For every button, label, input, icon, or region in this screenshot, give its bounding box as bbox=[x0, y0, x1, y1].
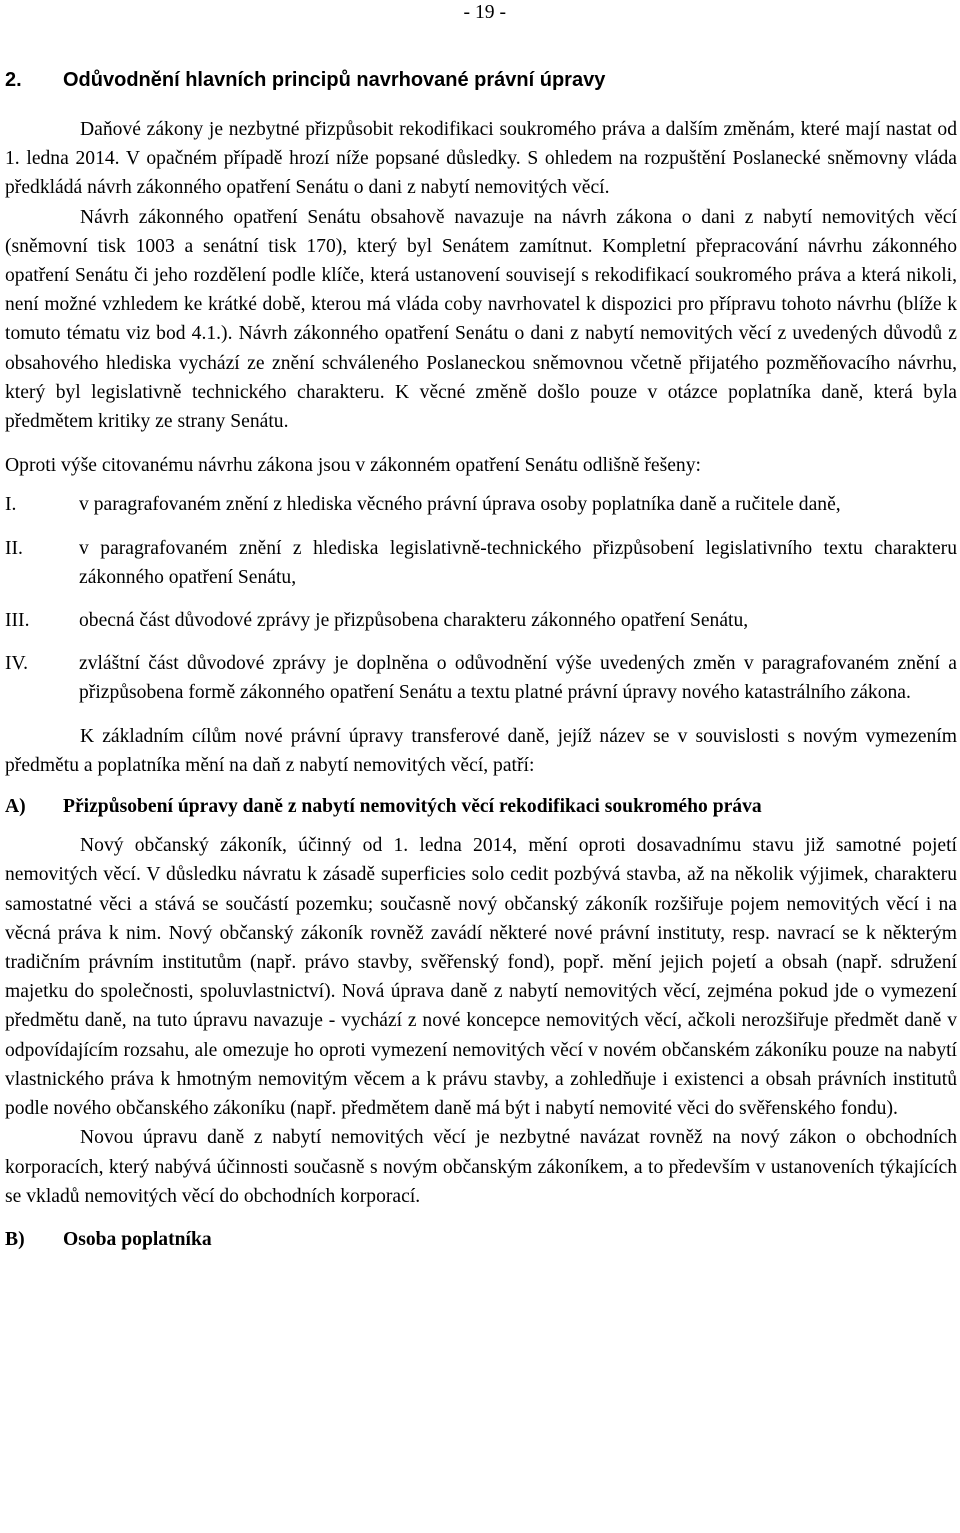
list-item-text: obecná část důvodové zprávy je přizpůsobena charakteru zákonného opatření Senátu, bbox=[79, 610, 749, 632]
list-item-text: v paragrafovaném znění z hlediska legislativně-technického přizpůsobení legislativního textu charakteru zákonného opatření Senátu, bbox=[79, 537, 957, 588]
list-item-numeral: I. bbox=[5, 494, 17, 516]
subsection-title: Osoba poplatníka bbox=[63, 1228, 212, 1250]
list-item bbox=[5, 534, 957, 592]
section-heading bbox=[5, 68, 957, 92]
subsection-letter: B) bbox=[5, 1228, 25, 1250]
subsection-heading-a bbox=[5, 792, 957, 821]
list-item bbox=[5, 490, 957, 519]
paragraph-corporations: Novou úpravu daně z nabytí nemovitých věcí je nezbytné navázat rovněž na nový zákon o obchodních korporacích, který nabývá účinnosti současně s novým občanským zákoníkem, a to především v ustanoveních týkajících se vkladů nemovitých věcí do obchodních korporací. bbox=[5, 1127, 957, 1207]
list-item-text: zvláštní část důvodové zprávy je doplněna o odůvodnění výše uvedených změn v paragrafovaném znění a přizpůsobena formě zákonného opatření Senátu a textu platné právní úpravy nového katastrálního zákona. bbox=[79, 653, 957, 704]
subsection-heading-b bbox=[5, 1225, 957, 1254]
paragraph-proposal: Návrh zákonného opatření Senátu obsahově navazuje na návrh zákona o dani z nabytí nemovitých věcí (sněmovní tisk 1003 a senátní tisk 170), který byl Senátem zamítnut. Kompletní přepracování návrhu zákonného opatření Senátu či jeho rozdělení podle klíče, která ustanovení souvisejí s rekodifikací soukromého práva a která nikoli, není možné vzhledem ke krátké době, kterou má vláda coby navrhovatel k dispozici pro přípravu tohoto návrhu (blíže k tomuto tématu viz bod 4.1.). Návrh zákonného opatření Senátu o dani z nabytí nemovitých věcí z uvedených důvodů z obsahového hlediska vychází ze znění schváleného Poslaneckou sněmovnou včetně přijatého pozměňovacího návrhu, který byl legislativně technického charakteru. K věcné změně došlo pouze v otázce poplatníka daně, která byla předmětem kritiky ze strany Senátu. bbox=[5, 206, 957, 433]
list-item bbox=[5, 649, 957, 707]
section-number: 2. bbox=[5, 69, 22, 91]
paragraph-goals: K základním cílům nové právní úpravy transferové daně, jejíž název se v souvislosti s novým vymezením předmětu a poplatníka mění na daň z nabytí nemovitých věcí, patří: bbox=[5, 725, 957, 776]
subsection-letter: A) bbox=[5, 796, 26, 818]
paragraph-civil-code: Nový občanský zákoník, účinný od 1. ledna 2014, mění oproti dosavadnímu stavu již samotné pojetí nemovitých věcí. V důsledku návratu k zásadě superficies solo cedit pozbývá stavba, až na několik výjimek, charakteru samostatné věci a stává se součástí pozemku; současně nový občanský zákoník rozšiřuje pojem nemovitých věcí i na věcná práva k nim. Nový občanský zákoník rovněž zavádí některé nové právní instituty, resp. navrací se k některým tradičním právním institutům (např. právo stavby, svěřenský fond), popř. mění jejich pojetí a obsah (např. sdružení majetku do společnosti, spoluvlastnictví). Nová úprava daně z nabytí nemovitých věcí, zejména pokud jde o vymezení předmětu daně, na tuto úpravu navazuje - vychází z nové koncepce nemovitých věcí, ačkoli nerozšiřuje předmět daně v odpovídajícím rozsahu, ale omezuje ho oproti vymezení nemovitých věcí v novém občanském zákoníku pouze na nabytí vlastnického práva k hmotným nemovitým věcem a k právu stavby, a zohledňuje i existenci a obsah právních institutů podle nového občanského zákoníku (např. předmětem daně má být i nabytí nemovité věci do svěřenského fondu). bbox=[5, 835, 957, 1120]
subsection-title: Přizpůsobení úpravy daně z nabytí nemovitých věcí rekodifikaci soukromého práva bbox=[63, 796, 762, 818]
document-page bbox=[5, 0, 957, 1264]
page-number: - 19 - bbox=[463, 2, 506, 23]
list-item-numeral: III. bbox=[5, 610, 30, 632]
list-item-numeral: II. bbox=[5, 537, 23, 559]
paragraph-differences-lead: Oproti výše citovanému návrhu zákona jsou v zákonném opatření Senátu odlišně řešeny: bbox=[5, 455, 701, 477]
section-title: Odůvodnění hlavních principů navrhované právní úpravy bbox=[63, 69, 606, 91]
paragraph-intro: Daňové zákony je nezbytné přizpůsobit rekodifikaci soukromého práva a dalším změnám, které mají nastat od 1. ledna 2014. V opačném případě hrozí níže popsané důsledky. S ohledem na rozpuštění Poslanecké sněmovny vláda předkládá návrh zákonného opatření Senátu o dani z nabytí nemovitých věcí. bbox=[5, 119, 957, 199]
list-item-numeral: IV. bbox=[5, 653, 29, 675]
differences-list bbox=[5, 490, 957, 707]
list-item-text: v paragrafovaném znění z hlediska věcného právní úprava osoby poplatníka daně a ručitele daně, bbox=[79, 494, 841, 516]
list-item bbox=[5, 606, 957, 635]
